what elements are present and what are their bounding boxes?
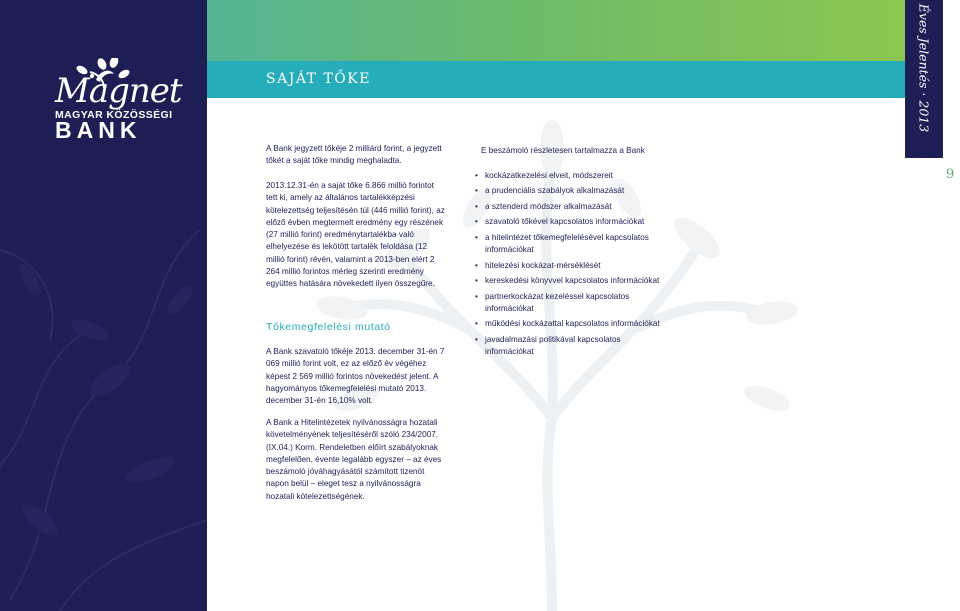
list-item: • szavatoló tőkével kapcsolatos információkat (475, 216, 670, 228)
list-item: • hitelezési kockázat-mérséklését (475, 260, 670, 272)
list-item: • partnerkockázat kezeléssel kapcsolatos információkat (475, 291, 670, 316)
list-item: • a hitelintézet tőkemegfelelésével kapcsolatos információkat (475, 232, 670, 257)
paragraph-disclosure: A Bank a Hitelintézetek nyilvánosságra hozatali követelményének teljesítéséről szóló 234/2007. (IX.04.) Korm. Rendeletben előírt szabályoknak megfelelően, évente legalább egyszer – az éves beszámoló jóváhagyásától számított tizenöt napon belül – eleget tesz a nyilvánosságra hozatali kötelezettségének. (266, 418, 442, 501)
list-item: • kereskedési könyvvel kapcsolatos információkat (475, 275, 670, 287)
section-title: SAJÁT TŐKE (266, 71, 371, 87)
list-item: • kockázatkezelési elveit, módszereit (475, 170, 670, 182)
report-tab-point (905, 148, 943, 158)
report-tab-label: Éves Jelentés · 2013 (916, 3, 932, 133)
paragraph-registered-capital: A Bank jegyzett tőkéje 2 milliárd forint, a jegyzett tőkét a saját tőke mindig meghaladta. (266, 144, 442, 166)
list-item: • javadalmazási politikával kapcsolatos információkat (475, 334, 670, 359)
list-item: • működési kockázattal kapcsolatos információkat (475, 318, 670, 330)
paragraph-report-intro: E beszámoló részletesen tartalmazza a Bank (481, 146, 645, 155)
report-contents-list (475, 170, 670, 362)
page-number: 9 (946, 167, 955, 182)
logo-bank: BANK (55, 117, 142, 143)
heading-capital-adequacy: Tőkemegfelelési mutató (266, 321, 391, 333)
header-green-band (207, 0, 905, 61)
brand-sidebar (0, 0, 207, 611)
paragraph-regulatory-capital: A Bank szavatoló tőkéje 2013. december 31-én 7 069 millió forint volt, ez az előző év végéhez képest 2 569 millió forintos növekedést jelent. A hagyományos tőkemegfelelési mutató 2013. december 31-én 16,10% volt. (266, 347, 445, 406)
paragraph-equity: 2013.12.31-én a saját tőke 6.866 millió forintot tett ki, amely az általános tartalékképzési kötelezettség teljesítésén túl (446 millió forint), az előző évben megtermelt eredmény egy részének (27 millió forint) eredménytartalékba való elhelyezése és lekötött tartalék feloldása (12 millió forint) révén, valamint a 2013-ben elért 2 264 millió forintos mérleg szerinti eredmény együttes hatására növekedett ilyen összegűre. (266, 181, 445, 289)
list-item: • a prudenciális szabályok alkalmazását (475, 185, 670, 197)
logo-wordmark: Magnet (55, 71, 182, 111)
list-item: • a sztenderd módszer alkalmazását (475, 201, 670, 213)
logo-subtitle: MAGYAR KÖZÖSSÉGI (55, 109, 173, 121)
